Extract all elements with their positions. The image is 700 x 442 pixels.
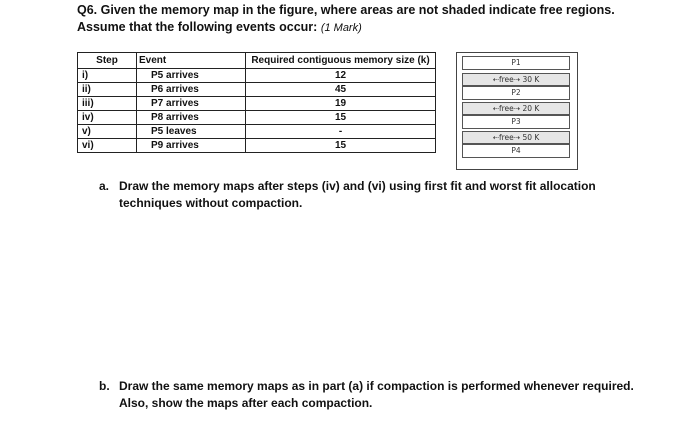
- row-size: 45: [246, 83, 436, 97]
- row-step: ii): [78, 83, 137, 97]
- row-event: P7 arrives: [137, 97, 246, 111]
- segment-free-50k: ⇠free⇢ 50 K: [462, 131, 570, 144]
- events-table: [77, 52, 436, 153]
- row-size: 15: [246, 139, 436, 153]
- table-row: [78, 125, 436, 139]
- segment-p3: P3: [462, 115, 570, 129]
- part-a-text: Draw the memory maps after steps (iv) and (vi) using first fit and worst fit allocation techniques without compaction.: [119, 179, 596, 210]
- row-size: -: [246, 125, 436, 139]
- row-step: iv): [78, 111, 137, 125]
- segment-p1: P1: [462, 56, 570, 70]
- question-line-2-text: Assume that the following events occur:: [77, 20, 318, 34]
- row-event: P8 arrives: [137, 111, 246, 125]
- part-b: [99, 378, 659, 412]
- question-header: [77, 2, 687, 37]
- row-size: 12: [246, 69, 436, 83]
- segment-p4: P4: [462, 144, 570, 158]
- memory-map-column: [462, 56, 570, 164]
- table-row: [78, 97, 436, 111]
- part-b-label: b.: [99, 379, 110, 393]
- question-line-1: Q6. Given the memory map in the figure, where areas are not shaded indicate free regions.: [77, 3, 615, 17]
- table-header-row: [78, 53, 436, 69]
- header-required-size: Required contiguous memory size (k): [246, 53, 436, 69]
- row-size: 19: [246, 97, 436, 111]
- row-event: P6 arrives: [137, 83, 246, 97]
- part-a-label: a.: [99, 179, 110, 193]
- table-row: [78, 111, 436, 125]
- row-step: vi): [78, 139, 137, 153]
- row-step: i): [78, 69, 137, 83]
- row-step: iii): [78, 97, 137, 111]
- row-event: P9 arrives: [137, 139, 246, 153]
- segment-free-20k: ⇠free⇢ 20 K: [462, 102, 570, 115]
- table-row: [78, 83, 436, 97]
- mark-label: (1 Mark): [320, 22, 362, 34]
- part-a: [99, 178, 639, 212]
- row-event: P5 arrives: [137, 69, 246, 83]
- header-event: Event: [137, 53, 246, 69]
- row-event: P5 leaves: [137, 125, 246, 139]
- row-step: v): [78, 125, 137, 139]
- header-step: Step: [78, 53, 137, 69]
- segment-free-30k: ⇠free⇢ 30 K: [462, 73, 570, 86]
- question-line-2: [77, 19, 687, 37]
- memory-map-figure: [456, 52, 578, 170]
- table-row: [78, 69, 436, 83]
- part-b-text: Draw the same memory maps as in part (a) if compaction is performed whenever required. Also, show the maps after each compaction.: [119, 379, 634, 410]
- table-row: [78, 139, 436, 153]
- row-size: 15: [246, 111, 436, 125]
- segment-p2: P2: [462, 86, 570, 100]
